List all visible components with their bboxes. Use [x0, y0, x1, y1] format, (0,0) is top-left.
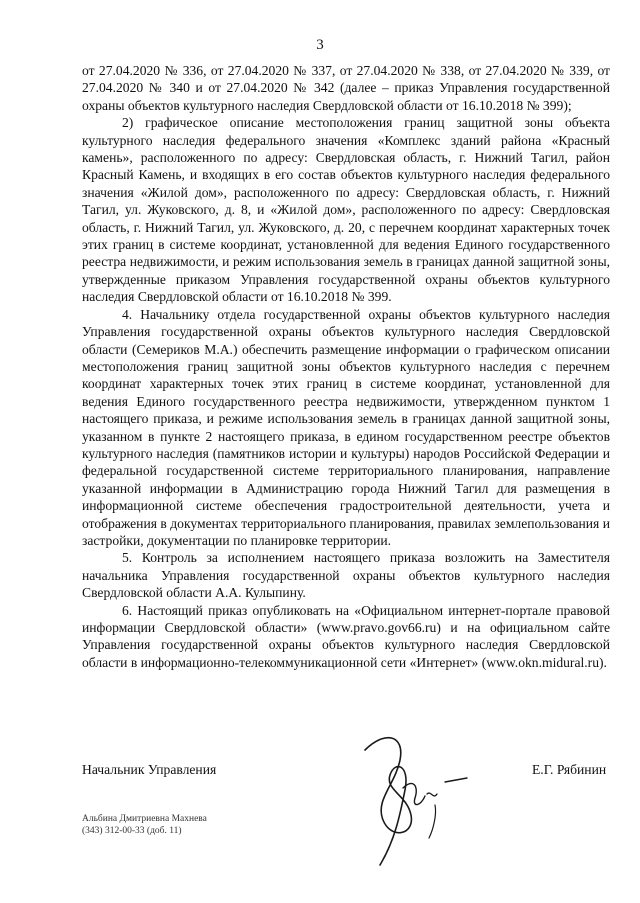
- paragraph-continuation: от 27.04.2020 № 336, от 27.04.2020 № 337, от 27.04.2020 № 338, от 27.04.2020 № 339, от 27.04.2020 № 340 и от 27.04.2020 № 342 (далее – приказ Управления государственной охраны объектов культурного наследия Свердловской области от 16.10.2018 № 399);: [82, 63, 610, 113]
- paragraph-item-2: 2) графическое описание местоположения границ защитной зоны объекта культурного наследия федерального значения «Комплекс зданий района «Красный камень», расположенного по адресу: Свердловская область, г. Нижний Тагил, район Красный Камень, и входящих в его состав объектов культурного наследия федерального значения «Жилой дом», расположенного по адресу: Свердловская область, г. Нижний Тагил, ул. Жуковского, д. 8, и «Жилой дом», расположенного по адресу: Свердловская область, г. Нижний Тагил, ул. Жуковского, д. 20, с перечнем координат характерных точек этих границ в системе координат, установленной для ведения Единого государственного реестра недвижимости, и режим использования земель в границах данной защитной зоны, утвержденные приказом Управления государственной охраны объектов культурного наследия Свердловской области от 16.10.2018 № 399.: [82, 115, 610, 305]
- paragraph-item-5: 5. Контроль за исполнением настоящего приказа возложить на Заместителя начальника Управления государственной охраны объектов культурного наследия Свердловской области А.А. Кулыпину.: [82, 550, 610, 601]
- paragraph-item-6: 6. Настоящий приказ опубликовать на «Официальном интернет-портале правовой информации Свердловской области» (www.pravo.gov66.ru) и на официальном сайте Управления государственной охраны объектов культурного наследия Свердловской области в информационно-телекоммуникационной сети «Интернет» (www.okn.midural.ru).: [82, 602, 610, 670]
- contact-block: [82, 813, 207, 837]
- handwritten-signature: [345, 720, 475, 870]
- contact-author: Альбина Дмитриевна Махнева: [82, 814, 207, 824]
- signatory-name: Е.Г. Рябинин: [532, 762, 607, 777]
- signatory-title: Начальник Управления: [82, 762, 217, 777]
- page-number: 3: [316, 37, 324, 53]
- paragraph-item-4: 4. Начальнику отдела государственной охраны объектов культурного наследия Управления государственной охраны объектов культурного наследия Свердловской области (Семериков М.А.) обеспечить размещение информации о графическом описании местоположения границ защитной зоны объектов культурного наследия с перечнем координат характерных точек этих границ в системе координат, установленной для ведения Единого государственного реестра недвижимости, утвержденном пунктом 1 настоящего приказа, и режиме использования земель в границах данной защитной зоны, указанном в пункте 2 настоящего приказа, в едином государственном реестре объектов культурного наследия (памятников истории и культуры) народов Российской Федерации и федеральной государственной системе территориального планирования, направление указанной информации в Администрацию города Нижний Тагил для размещения в информационной системе обеспечения градостроительной деятельности, учета и отображения в документах территориального планирования, правилах землепользования и застройки, документации по планировке территории.: [82, 306, 610, 548]
- document-body: [82, 62, 610, 671]
- contact-phone: (343) 312-00-33 (доб. 11): [82, 826, 182, 836]
